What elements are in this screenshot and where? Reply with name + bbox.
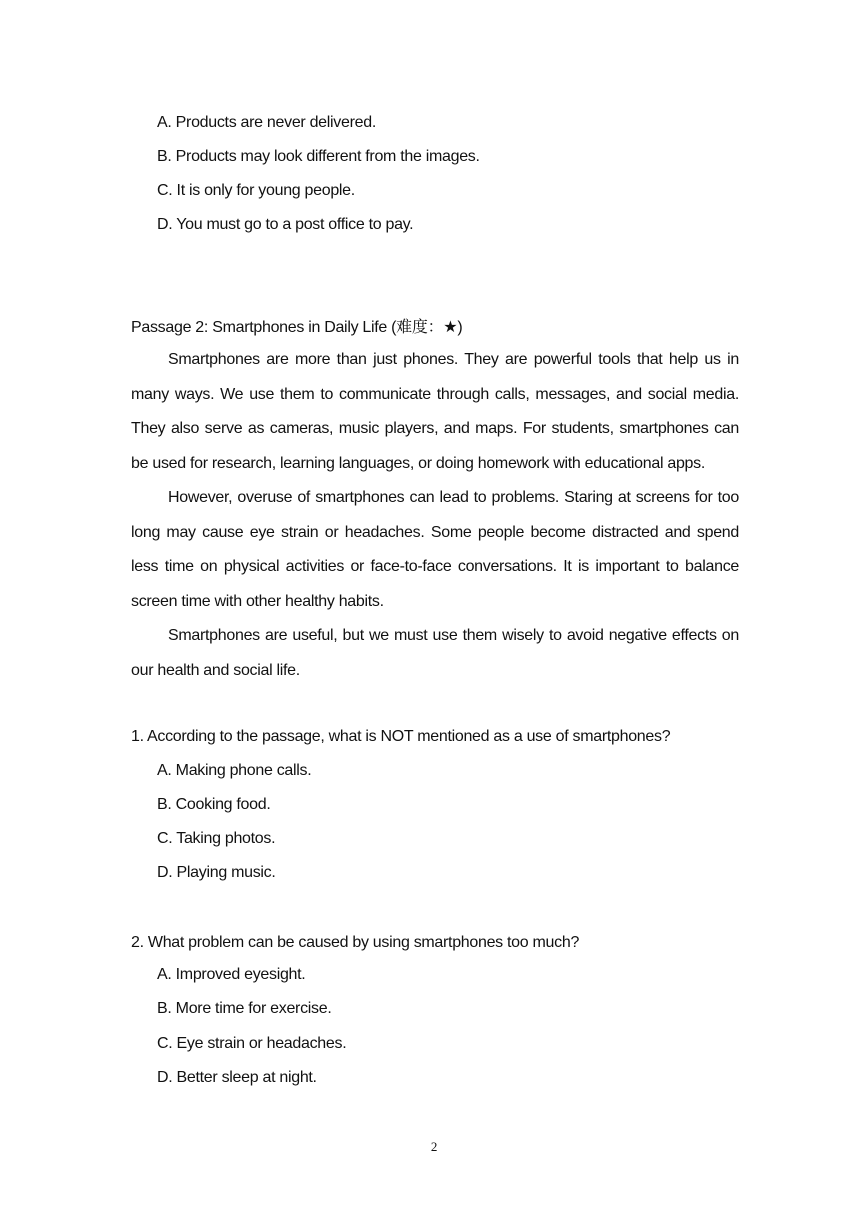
prev-question-option-c: C. It is only for young people. <box>157 182 355 199</box>
question-2-option-d: D. Better sleep at night. <box>157 1069 317 1086</box>
question-1-option-d: D. Playing music. <box>157 864 276 881</box>
question-1-stem: 1. According to the passage, what is NOT mentioned as a use of smartphones? <box>131 728 671 745</box>
question-2-option-a: A. Improved eyesight. <box>157 966 306 983</box>
passage-paragraph-1: Smartphones are more than just phones. They are powerful tools that help us in many ways. We use them to communicate through calls, messages, and social media. They also serve as cameras, music players, and maps. For students, smartphones can be used for research, learning languages, or doing homework with educational apps. <box>131 351 739 472</box>
question-2-option-c: C. Eye strain or headaches. <box>157 1035 347 1052</box>
passage-paragraph-3: Smartphones are useful, but we must use them wisely to avoid negative effects on our health and social life. <box>131 627 739 679</box>
prev-question-option-a: A. Products are never delivered. <box>157 114 376 131</box>
passage-paragraph-2: However, overuse of smartphones can lead to problems. Staring at screens for too long may cause eye strain or headaches. Some people become distracted and spend less time on physical activities or face-to-face conversations. It is important to balance screen time with other healthy habits. <box>131 489 739 610</box>
page-number: 2 <box>430 1139 438 1154</box>
prev-question-option-d: D. You must go to a post office to pay. <box>157 216 414 233</box>
question-2-stem: 2. What problem can be caused by using smartphones too much? <box>131 934 580 951</box>
passage-heading: Passage 2: Smartphones in Daily Life (难度：★) <box>131 319 463 336</box>
question-1-option-a: A. Making phone calls. <box>157 762 312 779</box>
question-2-option-b: B. More time for exercise. <box>157 1000 332 1017</box>
question-1-option-c: C. Taking photos. <box>157 830 276 847</box>
question-1-option-b: B. Cooking food. <box>157 796 271 813</box>
prev-question-option-b: B. Products may look different from the images. <box>157 148 480 165</box>
